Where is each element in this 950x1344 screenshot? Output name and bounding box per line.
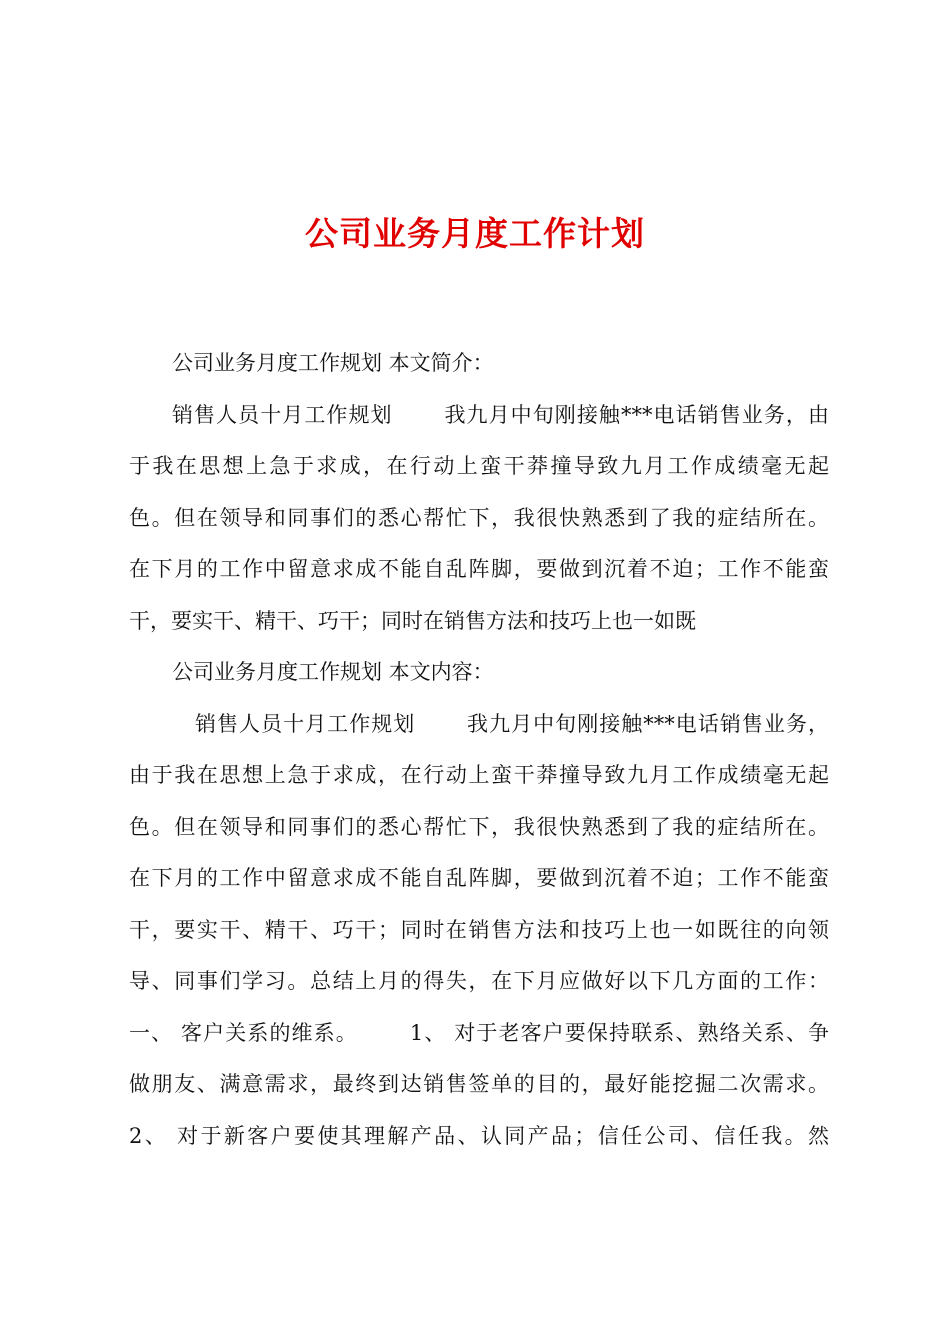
paragraph-line: 干，要实干、精干、巧干；同时在销售方法和技巧上也一如既往的向领: [129, 917, 829, 942]
paragraph-line: 导、同事们学习。总结上月的得失，在下月应做好以下几方面的工作：: [129, 969, 829, 993]
paragraph-line: 在下月的工作中留意求成不能自乱阵脚，要做到沉着不迫；工作不能蛮: [129, 557, 829, 581]
content-heading-line: 公司业务月度工作规划 本文内容：: [172, 660, 494, 684]
intro-heading-line: 公司业务月度工作规划 本文简介：: [172, 351, 494, 375]
document-title: 公司业务月度工作计划: [305, 214, 645, 253]
paragraph-line: 由于我在思想上急于求成，在行动上蛮干莽撞导致九月工作成绩毫无起: [129, 763, 829, 787]
paragraph-line: 销售人员十月工作规划 我九月中旬刚接触***电话销售业务，: [195, 711, 829, 736]
paragraph-line: 干，要实干、精干、巧干；同时在销售方法和技巧上也一如既: [129, 608, 696, 633]
paragraph-line: 销售人员十月工作规划 我九月中旬刚接触***电话销售业务，由: [172, 402, 829, 427]
paragraph-line: 在下月的工作中留意求成不能自乱阵脚，要做到沉着不迫；工作不能蛮: [129, 866, 829, 890]
paragraph-line: 色。但在领导和同事们的悉心帮忙下，我很快熟悉到了我的症结所在。: [129, 814, 829, 839]
paragraph-line: 2、 对于新客户要使其理解产品、认同产品；信任公司、信任我。然: [129, 1123, 829, 1148]
paragraph-line: 于我在思想上急于求成，在行动上蛮干莽撞导致九月工作成绩毫无起: [129, 454, 829, 478]
paragraph-line: 做朋友、满意需求，最终到达销售签单的目的，最好能挖掘二次需求。: [129, 1072, 829, 1096]
paragraph-line: 一、 客户关系的维系。 1、 对于老客户要保持联系、熟络关系、争: [129, 1020, 829, 1045]
paragraph-line: 色。但在领导和同事们的悉心帮忙下，我很快熟悉到了我的症结所在。: [129, 505, 829, 530]
document-body: [129, 344, 829, 1168]
